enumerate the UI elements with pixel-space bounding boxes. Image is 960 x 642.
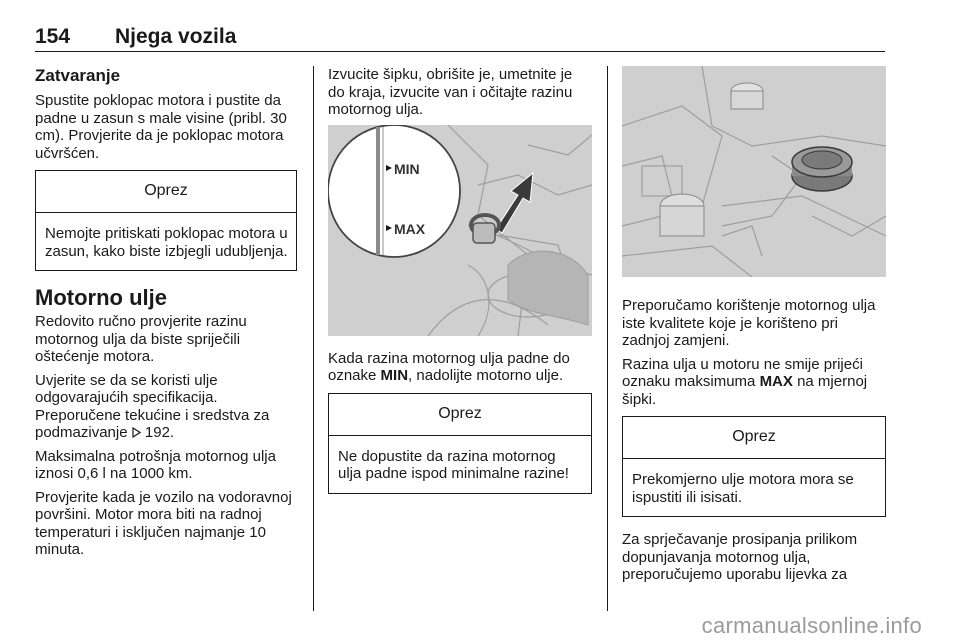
column-divider: [313, 66, 314, 611]
caution-body: Prekomjerno ulje motora mora se ispustiti ili isisati.: [632, 471, 854, 506]
section-heading: Motorno ulje: [35, 285, 167, 310]
max-label: MAX: [759, 373, 793, 390]
caution-box: [35, 170, 297, 271]
closing-text: Spustite poklopac motora i pustite da padne u zasun s male visine (pribl. 30 cm). Provjerite da je poklopac motora učvršćen.: [35, 92, 287, 162]
paragraph: Za sprječavanje prosipanja prilikom dopunjavanja motornog ulja, preporučujemo uporabu lijevka za: [622, 531, 858, 583]
oil-filler-cap-illustration: [622, 66, 886, 277]
caution-title: Oprez: [623, 417, 885, 459]
paragraph: Razina ulja u motoru ne smije prijeći oznaku maksimuma MAX na mjernoj šipki.: [622, 355, 868, 408]
caution-title: Oprez: [329, 394, 591, 436]
caution-body: Nemojte pritiskati poklopac motora u zasun, kako biste izbjegli udubljenja.: [45, 225, 288, 260]
paragraph: Izvucite šipku, obrišite je, umetnite je do kraja, izvucite van i očitajte razinu motornog ulja.: [328, 66, 573, 118]
page-header: [35, 25, 885, 52]
paragraph: Redovito ručno provjerite razinu motornog ulja da biste spriječili oštećenje motora.: [35, 313, 247, 365]
paragraph: Provjerite kada je vozilo na vodoravnoj površini. Motor mora biti na radnoj temperaturi i isključen najmanje 10 minuta.: [35, 488, 292, 558]
dipstick-illustration: [328, 125, 592, 336]
caution-body: Ne dopustite da razina motornog ulja padne ispod minimalne razine!: [338, 447, 569, 482]
column-divider: [607, 66, 608, 611]
closing-heading: Zatvaranje: [35, 66, 121, 85]
engine-bay-drawing: [328, 125, 592, 336]
engine-cover-drawing: [622, 66, 886, 277]
min-mark-label: MIN: [394, 160, 420, 177]
chapter-title: Njega vozila: [115, 25, 237, 48]
paragraph: Kada razina motornog ulja padne do oznake MIN, nadolijte motorno ulje.: [328, 349, 570, 384]
reference-arrow-icon: [132, 427, 141, 438]
caution-box: [328, 393, 592, 494]
max-mark-label: MAX: [394, 220, 426, 237]
column-3: [622, 66, 886, 590]
paragraph: Preporučamo korištenje motornog ulja iste kvalitete koje je korišteno pri zadnjoj zamjeni.: [622, 297, 876, 349]
column-2: [328, 66, 592, 508]
caution-box: [622, 416, 886, 517]
page-number: 154: [35, 25, 71, 48]
paragraph: Maksimalna potrošnja motornog ulja iznosi 0,6 l na 1000 km.: [35, 447, 276, 482]
column-1: [35, 66, 297, 565]
paragraph: Uvjerite se da se koristi ulje odgovarajućih specifikacija. Preporučene tekućine i sredstva za podmazivanje 192.: [35, 371, 270, 441]
page-reference[interactable]: 192.: [144, 424, 175, 441]
watermark: carmanualsonline.info: [701, 613, 922, 638]
caution-title: Oprez: [36, 171, 296, 213]
min-label: MIN: [380, 367, 409, 384]
